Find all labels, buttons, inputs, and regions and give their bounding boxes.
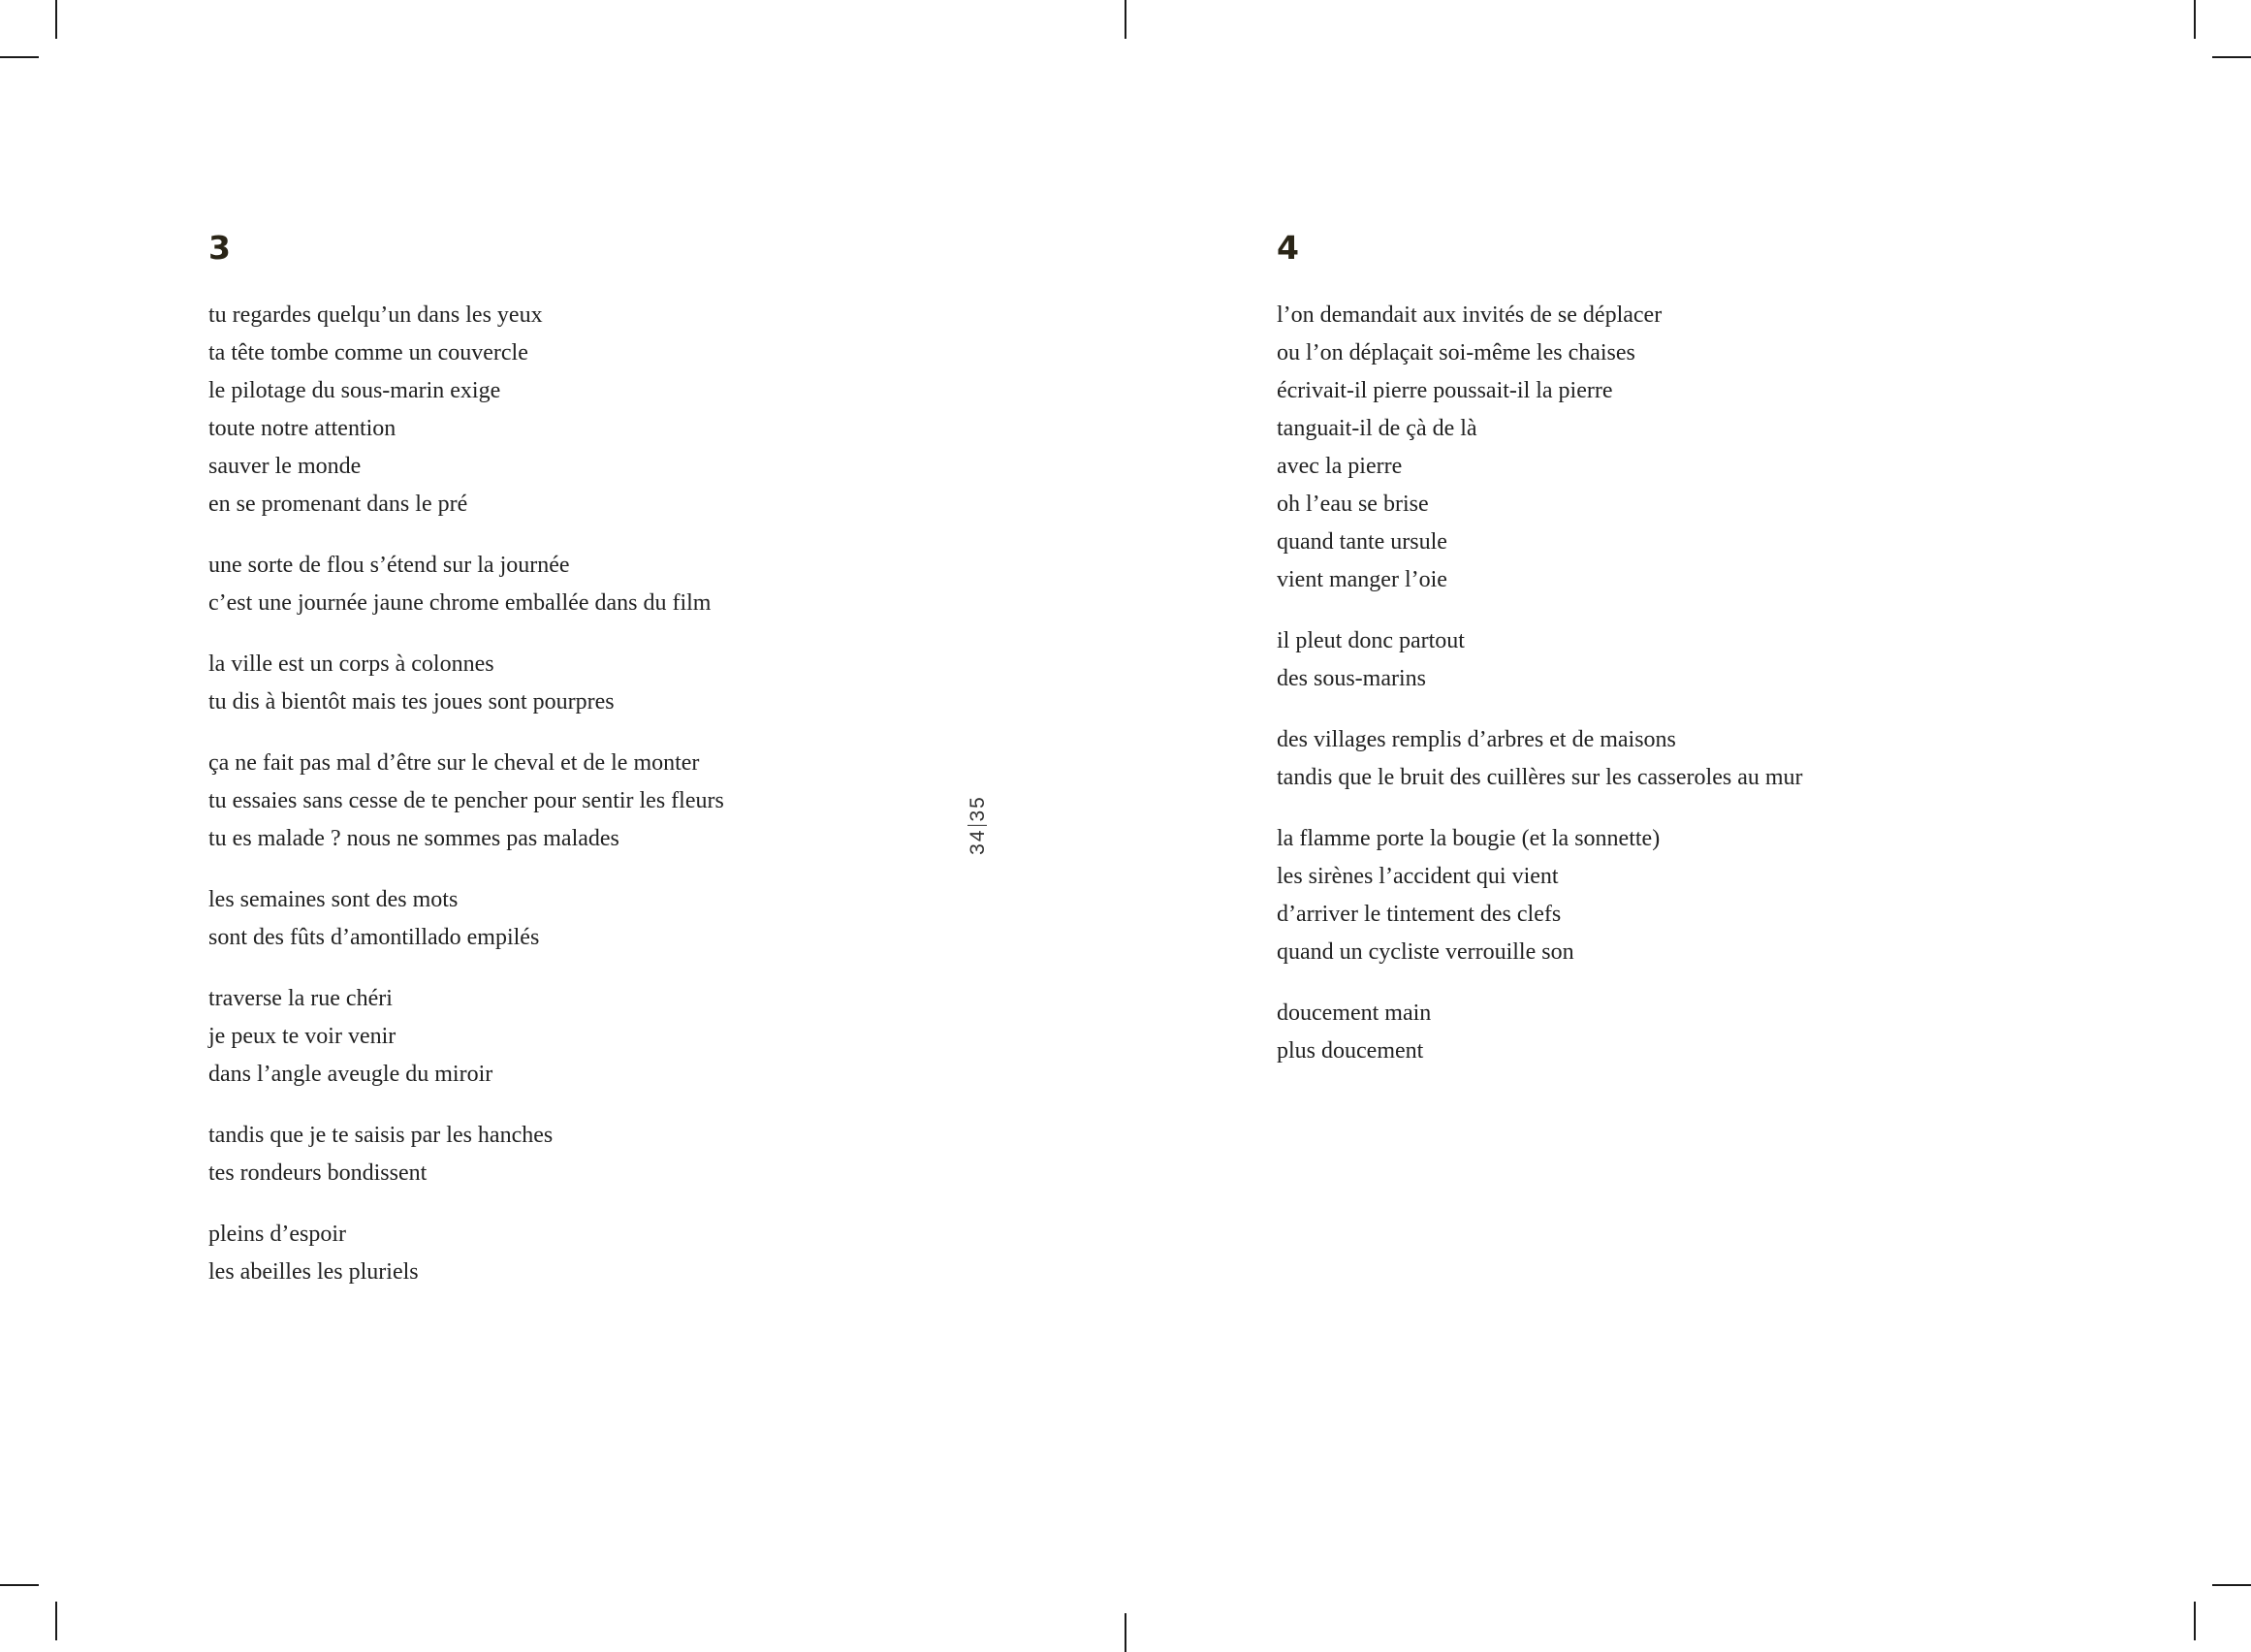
poem-line: tandis que je te saisis par les hanches xyxy=(208,1123,554,1148)
stanza xyxy=(1277,622,2052,698)
poem-line: pleins d’espoir xyxy=(208,1222,346,1247)
poem-line: des sous-marins xyxy=(1277,666,1426,691)
page-folio xyxy=(964,785,993,865)
poem-line: les semaines sont des mots xyxy=(208,887,459,912)
poem-line: une sorte de flou s’étend sur la journée xyxy=(208,553,570,578)
crop-mark xyxy=(55,0,57,39)
right-page xyxy=(1277,0,2052,1640)
stanza xyxy=(1277,820,2052,971)
stanza xyxy=(208,1216,945,1291)
crop-mark xyxy=(55,1602,57,1640)
poem-line: quand un cycliste verrouille son xyxy=(1277,939,1574,965)
poem-number: 4 xyxy=(1277,229,1300,267)
crop-mark xyxy=(2194,1602,2196,1640)
poem-line: c’est une journée jaune chrome emballée dans du film xyxy=(208,590,712,616)
poem-line: écrivait-il pierre poussait-il la pierre xyxy=(1277,378,1613,403)
stanza xyxy=(208,646,945,721)
poem-line: des villages remplis d’arbres et de maisons xyxy=(1277,727,1676,752)
stanza xyxy=(208,745,945,858)
poem-line: je peux te voir venir xyxy=(208,1024,396,1049)
crop-mark xyxy=(1125,0,1126,39)
folio-separator xyxy=(967,825,987,826)
poem-body xyxy=(1277,297,2052,1094)
poem-line: plus doucement xyxy=(1277,1038,1424,1064)
poem-line: tes rondeurs bondissent xyxy=(208,1160,428,1186)
poem-line: tu es malade ? nous ne sommes pas malades xyxy=(208,826,619,851)
poem-line: tu dis à bientôt mais tes joues sont pourpres xyxy=(208,689,615,715)
poem-line: quand tante ursule xyxy=(1277,529,1447,555)
folio-label xyxy=(967,795,990,855)
poem-line: dans l’angle aveugle du miroir xyxy=(208,1062,493,1087)
poem-line: la flamme porte la bougie (et la sonnette) xyxy=(1277,826,1661,851)
poem-line: ou l’on déplaçait soi-même les chaises xyxy=(1277,340,1635,365)
poem-line: toute notre attention xyxy=(208,416,396,441)
poem-line: sont des fûts d’amontillado empilés xyxy=(208,925,540,950)
stanza xyxy=(208,1117,945,1192)
poem-line: oh l’eau se brise xyxy=(1277,492,1429,517)
poem-line: traverse la rue chéri xyxy=(208,986,393,1011)
crop-mark xyxy=(0,1584,39,1586)
poem-line: tu essaies sans cesse de te pencher pour sentir les fleurs xyxy=(208,788,724,813)
crop-mark xyxy=(0,56,39,58)
poem-line: tu regardes quelqu’un dans les yeux xyxy=(208,302,543,328)
poem-line: doucement main xyxy=(1277,1001,1432,1026)
poem-line: tanguait-il de çà de là xyxy=(1277,416,1477,441)
left-page xyxy=(208,0,945,1640)
poem-line: d’arriver le tintement des clefs xyxy=(1277,902,1562,927)
poem-line: l’on demandait aux invités de se déplacer xyxy=(1277,302,1663,328)
stanza xyxy=(208,297,945,524)
poem-line: il pleut donc partout xyxy=(1277,628,1465,653)
poem-number: 3 xyxy=(208,229,232,267)
poem-line: sauver le monde xyxy=(208,454,362,479)
folio-left-number: 34 xyxy=(967,828,989,855)
folio-right-number: 35 xyxy=(967,795,989,822)
poem-line: le pilotage du sous-marin exige xyxy=(208,378,501,403)
poem-line: tandis que le bruit des cuillères sur les casseroles au mur xyxy=(1277,765,1803,790)
stanza xyxy=(208,980,945,1094)
stanza xyxy=(208,881,945,957)
poem-line: les sirènes l’accident qui vient xyxy=(1277,864,1559,889)
poem-line: vient manger l’oie xyxy=(1277,567,1447,592)
stanza xyxy=(1277,995,2052,1070)
poem-line: les abeilles les pluriels xyxy=(208,1259,419,1285)
poem-line: la ville est un corps à colonnes xyxy=(208,651,494,677)
crop-mark xyxy=(2194,0,2196,39)
poem-body xyxy=(208,297,945,1315)
stanza xyxy=(208,547,945,622)
crop-mark xyxy=(1125,1613,1126,1652)
poem-line: avec la pierre xyxy=(1277,454,1403,479)
crop-mark xyxy=(2212,1584,2251,1586)
stanza xyxy=(1277,297,2052,599)
crop-mark xyxy=(2212,56,2251,58)
poem-line: ça ne fait pas mal d’être sur le cheval et de le monter xyxy=(208,750,700,776)
poem-line: ta tête tombe comme un couvercle xyxy=(208,340,528,365)
poem-line: en se promenant dans le pré xyxy=(208,492,468,517)
stanza xyxy=(1277,721,2052,797)
